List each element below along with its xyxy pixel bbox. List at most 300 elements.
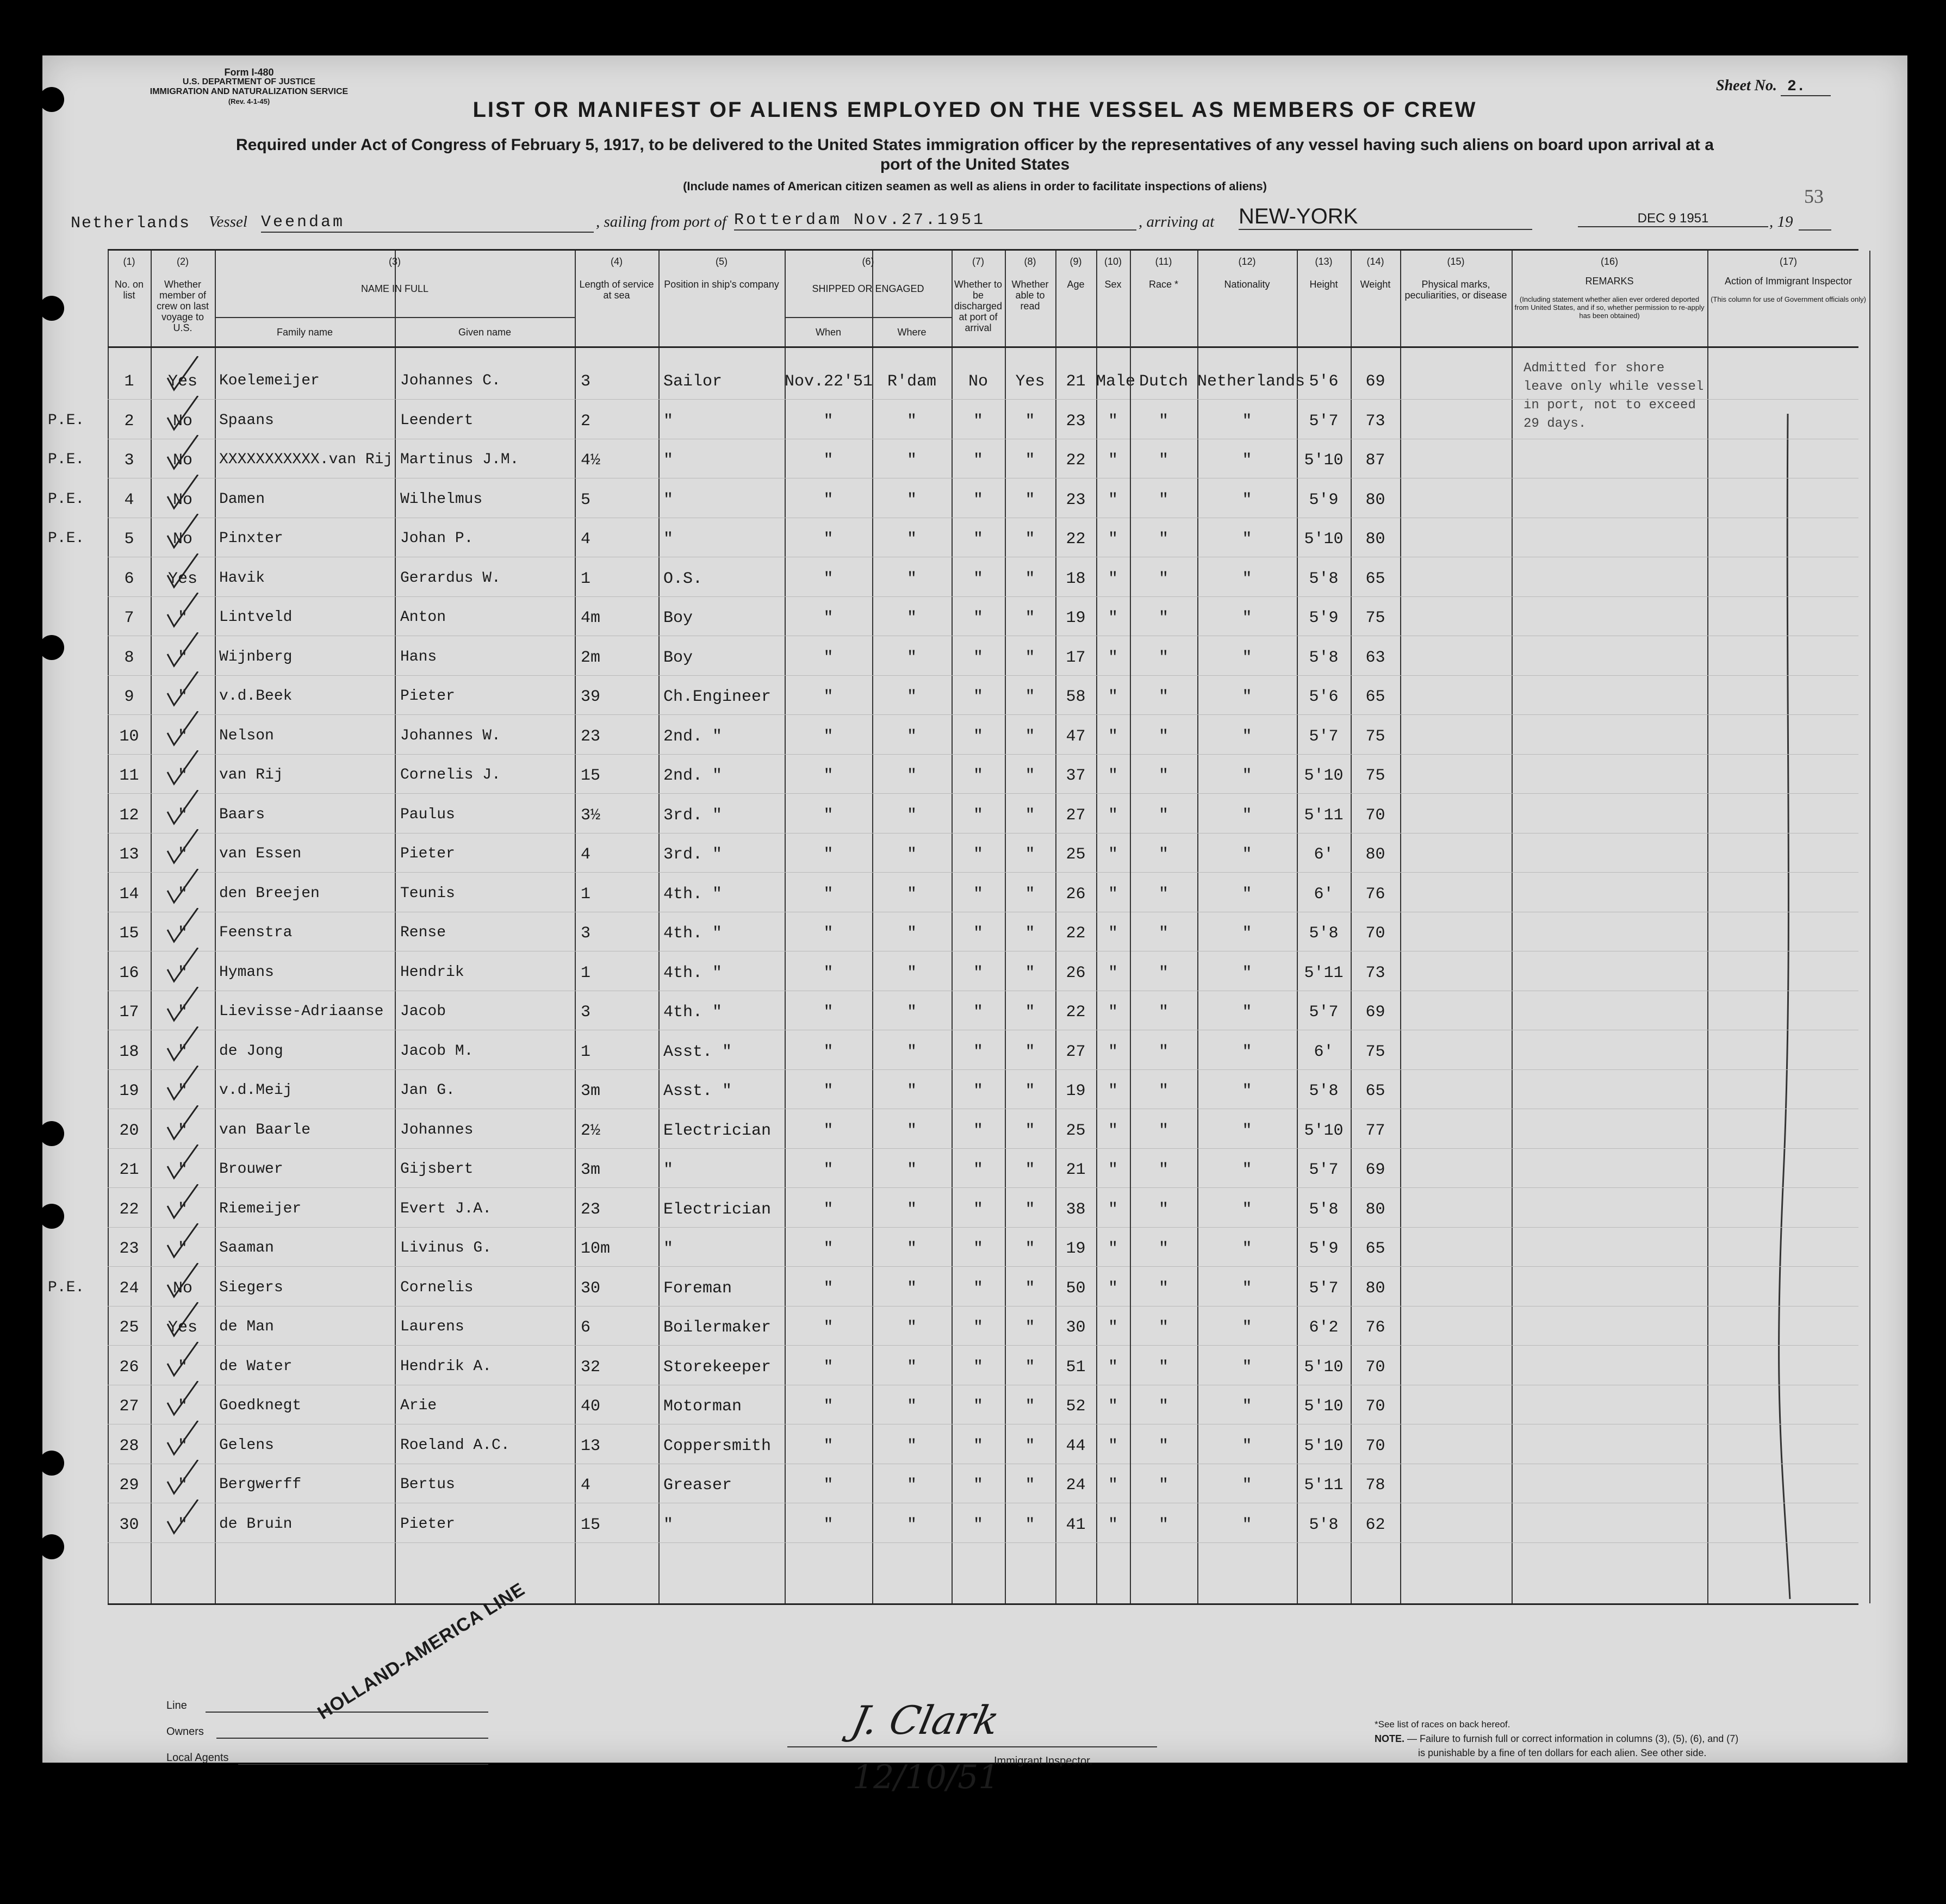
form-number: Form I-480 bbox=[224, 67, 274, 78]
cell-family: Havik bbox=[219, 569, 265, 587]
table-row bbox=[108, 1463, 1858, 1503]
cell-height: 5'10 bbox=[1304, 767, 1344, 785]
pe-mark: P.E. bbox=[48, 451, 85, 468]
cell-race: " bbox=[1158, 845, 1168, 864]
cell-position: Boy bbox=[663, 609, 693, 627]
cell-family: de Jong bbox=[219, 1042, 283, 1060]
column-header-note: (This column for use of Government officials only) bbox=[1711, 295, 1866, 303]
cell-race: " bbox=[1158, 1240, 1168, 1258]
cell-given: Gijsbert bbox=[400, 1161, 474, 1178]
column-subheader: Where bbox=[897, 327, 927, 338]
check-mark bbox=[166, 514, 199, 552]
cell-where: " bbox=[906, 1436, 917, 1455]
cell-last: " bbox=[177, 1082, 188, 1100]
year-label: , 19 bbox=[1769, 213, 1793, 231]
check-mark bbox=[166, 711, 199, 749]
cell-when: " bbox=[823, 727, 834, 746]
column-number: (10) bbox=[1104, 256, 1122, 267]
cell-read: " bbox=[1025, 1121, 1035, 1140]
cell-given: Pieter bbox=[400, 688, 455, 705]
sailing-label: , sailing from port of bbox=[596, 213, 726, 231]
cell-when: " bbox=[823, 1476, 834, 1495]
cell-race: " bbox=[1158, 1279, 1168, 1298]
cell-when: " bbox=[823, 1240, 834, 1258]
check-mark bbox=[166, 1144, 199, 1183]
cell-no: 12 bbox=[119, 806, 139, 825]
cell-age: 38 bbox=[1066, 1200, 1086, 1219]
table-row bbox=[48, 399, 1858, 439]
cell-nat: " bbox=[1242, 727, 1252, 746]
check-mark bbox=[166, 1460, 199, 1498]
cell-age: 24 bbox=[1066, 1476, 1086, 1495]
cell-given: Hans bbox=[400, 648, 437, 665]
cell-where: " bbox=[906, 1476, 917, 1495]
cell-age: 44 bbox=[1066, 1436, 1086, 1455]
cell-where: " bbox=[906, 1082, 917, 1100]
cell-sex: " bbox=[1108, 1515, 1118, 1534]
cell-disch: " bbox=[973, 688, 983, 706]
form-dept: U.S. DEPARTMENT OF JUSTICE bbox=[182, 77, 316, 86]
cell-service: 1 bbox=[581, 1042, 591, 1061]
table-row bbox=[108, 1069, 1858, 1109]
cell-height: 6' bbox=[1314, 885, 1334, 904]
column-number: (2) bbox=[177, 256, 189, 267]
cell-position: Motorman bbox=[663, 1397, 742, 1416]
cell-sex: " bbox=[1108, 451, 1118, 470]
cell-given: Arie bbox=[400, 1397, 437, 1414]
inspector-label: Immigrant Inspector. bbox=[994, 1755, 1093, 1767]
cell-read: " bbox=[1025, 806, 1035, 825]
cell-nat: " bbox=[1242, 451, 1252, 470]
cell-weight: 75 bbox=[1365, 727, 1385, 746]
cell-last: Yes bbox=[167, 1318, 197, 1337]
owners-label: Owners bbox=[166, 1726, 204, 1738]
cell-position: Electrician bbox=[663, 1200, 772, 1219]
cell-disch: " bbox=[973, 609, 983, 627]
cell-nat: " bbox=[1242, 767, 1252, 785]
cell-race: " bbox=[1158, 1358, 1168, 1377]
cell-where: R'dam bbox=[887, 372, 936, 391]
cell-nat: " bbox=[1242, 490, 1252, 509]
cell-where: " bbox=[906, 1397, 917, 1416]
vessel-name: Veendam bbox=[261, 213, 594, 233]
cell-read: " bbox=[1025, 1515, 1035, 1534]
cell-race: " bbox=[1158, 1318, 1168, 1337]
cell-last: No bbox=[172, 1279, 192, 1298]
cell-read: " bbox=[1025, 688, 1035, 706]
cell-disch: " bbox=[973, 1515, 983, 1534]
table-row bbox=[108, 990, 1858, 1030]
cell-where: " bbox=[906, 1240, 917, 1258]
cell-nat: " bbox=[1242, 885, 1252, 904]
cell-sex: " bbox=[1108, 648, 1118, 667]
cell-disch: " bbox=[973, 1279, 983, 1298]
cell-no: 6 bbox=[124, 569, 134, 588]
cell-disch: " bbox=[973, 490, 983, 509]
table-row bbox=[108, 754, 1858, 794]
column-number: (9) bbox=[1070, 256, 1082, 267]
cell-last: " bbox=[177, 1121, 188, 1140]
check-mark bbox=[166, 1184, 199, 1222]
cell-where: " bbox=[906, 1200, 917, 1219]
column-header: Weight bbox=[1360, 279, 1391, 290]
cell-given: Paulus bbox=[400, 806, 455, 823]
flag-nation: Netherlands bbox=[71, 214, 191, 233]
cell-disch: " bbox=[973, 1082, 983, 1100]
cell-where: " bbox=[906, 451, 917, 470]
cell-no: 2 bbox=[124, 412, 134, 431]
fine-note bbox=[1375, 1733, 1738, 1745]
cell-service: 30 bbox=[581, 1279, 601, 1298]
punch-hole bbox=[39, 296, 64, 321]
check-mark bbox=[166, 1263, 199, 1301]
cell-race: " bbox=[1158, 1515, 1168, 1534]
cell-where: " bbox=[906, 1161, 917, 1179]
cell-nat: " bbox=[1242, 688, 1252, 706]
sheet-number bbox=[1716, 77, 1831, 96]
cell-race: " bbox=[1158, 1161, 1168, 1179]
cell-last: Yes bbox=[167, 569, 197, 588]
check-mark bbox=[166, 1105, 199, 1143]
cell-nat: " bbox=[1242, 1003, 1252, 1022]
cell-weight: 70 bbox=[1365, 806, 1385, 825]
cell-service: 5 bbox=[581, 490, 591, 509]
check-mark bbox=[166, 1342, 199, 1380]
cell-read: Yes bbox=[1015, 372, 1045, 391]
cell-no: 9 bbox=[124, 688, 134, 706]
table-row bbox=[108, 1384, 1858, 1424]
cell-when: " bbox=[823, 1042, 834, 1061]
cell-where: " bbox=[906, 1515, 917, 1534]
cell-age: 25 bbox=[1066, 1121, 1086, 1140]
table-row bbox=[108, 911, 1858, 951]
column-header: REMARKS bbox=[1585, 276, 1634, 287]
cell-nat: Netherlands bbox=[1197, 372, 1305, 391]
table-row bbox=[108, 557, 1858, 597]
cell-family: de Bruin bbox=[219, 1515, 293, 1533]
cell-race: " bbox=[1158, 490, 1168, 509]
cell-height: 5'10 bbox=[1304, 1121, 1344, 1140]
cell-family: Saaman bbox=[219, 1240, 274, 1256]
cell-weight: 75 bbox=[1365, 1042, 1385, 1061]
cell-no: 13 bbox=[119, 845, 139, 864]
cell-last: " bbox=[177, 1358, 188, 1377]
cell-age: 22 bbox=[1066, 530, 1086, 549]
cell-position: Coppersmith bbox=[663, 1436, 772, 1455]
column-header: No. on list bbox=[114, 279, 144, 301]
cell-no: 26 bbox=[119, 1358, 139, 1377]
cell-weight: 77 bbox=[1365, 1121, 1385, 1140]
cell-read: " bbox=[1025, 1397, 1035, 1416]
cell-last: " bbox=[177, 609, 188, 627]
cell-last: " bbox=[177, 767, 188, 785]
cell-position: " bbox=[663, 1240, 674, 1258]
column-header: Nationality bbox=[1224, 279, 1270, 290]
cell-disch: " bbox=[973, 1397, 983, 1416]
cell-given: Anton bbox=[400, 609, 446, 626]
cell-nat: " bbox=[1242, 1082, 1252, 1100]
table-row bbox=[108, 359, 1858, 400]
cell-race: " bbox=[1158, 885, 1168, 904]
cell-last: No bbox=[172, 530, 192, 549]
cell-last: " bbox=[177, 688, 188, 706]
column-header: Position in ship's company bbox=[664, 279, 779, 290]
cell-family: v.d.Beek bbox=[219, 688, 293, 705]
cell-sex: " bbox=[1108, 1200, 1118, 1219]
cell-where: " bbox=[906, 767, 917, 785]
cell-race: " bbox=[1158, 688, 1168, 706]
cell-where: " bbox=[906, 727, 917, 746]
column-header: Whether to be discharged at port of arrival bbox=[954, 279, 1003, 333]
cell-position: " bbox=[663, 451, 674, 470]
subtitle-line-1: Required under Act of Congress of February 5, 1917, to be delivered to the United States immigration officer by the representatives of any vessel having such aliens on board upon arrival at a bbox=[236, 136, 1714, 154]
cell-no: 20 bbox=[119, 1121, 139, 1140]
cell-where: " bbox=[906, 806, 917, 825]
cell-no: 1 bbox=[124, 372, 134, 391]
check-mark bbox=[166, 1302, 199, 1340]
cell-position: " bbox=[663, 1515, 674, 1534]
owners-blank bbox=[216, 1738, 488, 1739]
cell-when: " bbox=[823, 648, 834, 667]
cell-last: " bbox=[177, 648, 188, 667]
cell-weight: 65 bbox=[1365, 1240, 1385, 1258]
cell-height: 5'8 bbox=[1309, 1082, 1339, 1100]
cell-read: " bbox=[1025, 1003, 1035, 1022]
cell-age: 25 bbox=[1066, 845, 1086, 864]
cell-position: Boy bbox=[663, 648, 693, 667]
cell-given: Teunis bbox=[400, 885, 455, 902]
cell-given: Leendert bbox=[400, 412, 474, 429]
check-mark bbox=[166, 1381, 199, 1419]
cell-disch: " bbox=[973, 412, 983, 431]
cell-nat: " bbox=[1242, 1476, 1252, 1495]
cell-last: " bbox=[177, 1003, 188, 1022]
cell-race: " bbox=[1158, 1397, 1168, 1416]
cell-race: " bbox=[1158, 648, 1168, 667]
cell-height: 5'11 bbox=[1304, 1476, 1344, 1495]
cell-last: " bbox=[177, 1436, 188, 1455]
cell-when: " bbox=[823, 609, 834, 627]
cell-family: de Water bbox=[219, 1358, 293, 1375]
punch-hole bbox=[39, 635, 64, 660]
cell-sex: " bbox=[1108, 1397, 1118, 1416]
cell-where: " bbox=[906, 1121, 917, 1140]
cell-age: 58 bbox=[1066, 688, 1086, 706]
cell-race: " bbox=[1158, 963, 1168, 982]
cell-no: 16 bbox=[119, 963, 139, 982]
cell-no: 21 bbox=[119, 1161, 139, 1179]
cell-when: " bbox=[823, 530, 834, 549]
cell-nat: " bbox=[1242, 1240, 1252, 1258]
cell-disch: " bbox=[973, 1200, 983, 1219]
cell-family: Brouwer bbox=[219, 1161, 283, 1178]
cell-position: Asst. " bbox=[663, 1082, 732, 1100]
cell-height: 5'8 bbox=[1309, 924, 1339, 943]
cell-nat: " bbox=[1242, 924, 1252, 943]
cell-no: 7 bbox=[124, 609, 134, 627]
cell-given: Pieter bbox=[400, 845, 455, 862]
cell-service: 4 bbox=[581, 845, 591, 864]
cell-no: 29 bbox=[119, 1476, 139, 1495]
column-header: Length of service at sea bbox=[579, 279, 654, 301]
cell-where: " bbox=[906, 1279, 917, 1298]
column-header: Whether able to read bbox=[1011, 279, 1049, 312]
table-row bbox=[108, 793, 1858, 833]
cell-family: van Essen bbox=[219, 845, 302, 862]
check-mark bbox=[166, 475, 199, 513]
cell-read: " bbox=[1025, 767, 1035, 785]
cell-read: " bbox=[1025, 1358, 1035, 1377]
cell-age: 19 bbox=[1066, 1240, 1086, 1258]
check-mark bbox=[166, 750, 199, 788]
cell-sex: " bbox=[1108, 1476, 1118, 1495]
manifest-sheet bbox=[42, 55, 1907, 1796]
cell-when: " bbox=[823, 1397, 834, 1416]
cell-given: Johannes bbox=[400, 1121, 474, 1138]
cell-where: " bbox=[906, 609, 917, 627]
cell-weight: 76 bbox=[1365, 1318, 1385, 1337]
cell-no: 18 bbox=[119, 1042, 139, 1061]
cell-nat: " bbox=[1242, 569, 1252, 588]
cell-when: Nov.22'51 bbox=[785, 372, 873, 391]
cell-nat: " bbox=[1242, 1121, 1252, 1140]
cell-given: Evert J.A. bbox=[400, 1200, 492, 1217]
table-row bbox=[108, 1227, 1858, 1267]
cell-height: 5'10 bbox=[1304, 451, 1344, 470]
cell-age: 19 bbox=[1066, 609, 1086, 627]
cell-sex: " bbox=[1108, 1082, 1118, 1100]
cell-sex: " bbox=[1108, 490, 1118, 509]
cell-service: 3m bbox=[581, 1082, 601, 1100]
cell-race: " bbox=[1158, 767, 1168, 785]
table-row bbox=[108, 1345, 1858, 1385]
page-title: LIST OR MANIFEST OF ALIENS EMPLOYED ON THE VESSEL AS MEMBERS OF CREW bbox=[472, 98, 1477, 122]
column-number: (17) bbox=[1779, 256, 1797, 267]
cell-service: 2½ bbox=[581, 1121, 601, 1140]
table-row bbox=[108, 1148, 1858, 1188]
cell-position: 4th. " bbox=[663, 963, 723, 982]
cell-weight: 69 bbox=[1365, 372, 1385, 391]
cell-read: " bbox=[1025, 727, 1035, 746]
cell-height: 5'8 bbox=[1309, 569, 1339, 588]
cell-where: " bbox=[906, 1318, 917, 1337]
cell-position: Sailor bbox=[663, 372, 723, 391]
cell-last: No bbox=[172, 490, 192, 509]
cell-last: " bbox=[177, 1161, 188, 1179]
check-mark bbox=[166, 553, 199, 592]
cell-nat: " bbox=[1242, 1042, 1252, 1061]
cell-disch: " bbox=[973, 648, 983, 667]
form-service: IMMIGRATION AND NATURALIZATION SERVICE bbox=[150, 87, 349, 96]
column-header: Sex bbox=[1104, 279, 1122, 290]
cell-race: " bbox=[1158, 924, 1168, 943]
table-row bbox=[108, 1503, 1858, 1543]
cell-where: " bbox=[906, 1042, 917, 1061]
cell-height: 5'7 bbox=[1309, 727, 1339, 746]
punch-hole bbox=[39, 1121, 64, 1146]
cell-service: 15 bbox=[581, 767, 601, 785]
cell-when: " bbox=[823, 1515, 834, 1534]
cell-height: 5'11 bbox=[1304, 963, 1344, 982]
cell-disch: " bbox=[973, 1358, 983, 1377]
table-row bbox=[48, 1266, 1858, 1306]
table-row bbox=[108, 951, 1858, 991]
cell-race: " bbox=[1158, 1121, 1168, 1140]
cell-given: Hendrik bbox=[400, 963, 464, 981]
cell-when: " bbox=[823, 885, 834, 904]
cell-no: 23 bbox=[119, 1240, 139, 1258]
cell-weight: 75 bbox=[1365, 609, 1385, 627]
cell-race: " bbox=[1158, 609, 1168, 627]
column-header: Physical marks, peculiarities, or disease bbox=[1404, 279, 1507, 301]
cell-service: 4 bbox=[581, 530, 591, 549]
cell-sex: " bbox=[1108, 806, 1118, 825]
cell-race: " bbox=[1158, 1200, 1168, 1219]
cell-disch: " bbox=[973, 1161, 983, 1179]
cell-race: " bbox=[1158, 569, 1168, 588]
cell-service: 3½ bbox=[581, 806, 601, 825]
cell-where: " bbox=[906, 924, 917, 943]
cell-nat: " bbox=[1242, 609, 1252, 627]
cell-sex: " bbox=[1108, 1436, 1118, 1455]
cell-height: 5'10 bbox=[1304, 1397, 1344, 1416]
cell-disch: " bbox=[973, 767, 983, 785]
cell-when: " bbox=[823, 490, 834, 509]
check-mark bbox=[166, 790, 199, 828]
cell-where: " bbox=[906, 963, 917, 982]
cell-no: 15 bbox=[119, 924, 139, 943]
cell-sex: " bbox=[1108, 1003, 1118, 1022]
check-mark bbox=[166, 869, 199, 907]
cell-given: Jan G. bbox=[400, 1082, 455, 1099]
cell-race: " bbox=[1158, 806, 1168, 825]
column-number: (3) bbox=[389, 256, 401, 267]
cell-no: 11 bbox=[119, 767, 139, 785]
cell-age: 21 bbox=[1066, 1161, 1086, 1179]
cell-given: Johannes W. bbox=[400, 727, 501, 744]
cell-weight: 69 bbox=[1365, 1003, 1385, 1022]
cell-read: " bbox=[1025, 1476, 1035, 1495]
cell-family: Damen bbox=[219, 490, 265, 508]
cell-no: 19 bbox=[119, 1082, 139, 1100]
cell-no: 28 bbox=[119, 1436, 139, 1455]
cell-weight: 70 bbox=[1365, 1358, 1385, 1377]
cell-when: " bbox=[823, 1161, 834, 1179]
check-mark bbox=[166, 1066, 199, 1104]
cell-age: 37 bbox=[1066, 767, 1086, 785]
cell-sex: " bbox=[1108, 1121, 1118, 1140]
cell-last: No bbox=[172, 412, 192, 431]
pe-mark: P.E. bbox=[48, 530, 85, 547]
arrival-date-stamp: DEC 9 1951 bbox=[1578, 211, 1768, 227]
cell-position: Electrician bbox=[663, 1121, 772, 1140]
cell-when: " bbox=[823, 963, 834, 982]
table-row bbox=[48, 438, 1858, 478]
table-row bbox=[108, 872, 1858, 912]
cell-when: " bbox=[823, 1358, 834, 1377]
column-number: (15) bbox=[1447, 256, 1465, 267]
table-row bbox=[108, 636, 1858, 676]
cell-service: 6 bbox=[581, 1318, 591, 1337]
punch-hole bbox=[39, 1534, 64, 1559]
column-header: SHIPPED OR ENGAGED bbox=[812, 283, 924, 294]
cell-service: 4 bbox=[581, 1476, 591, 1495]
cell-family: Gelens bbox=[219, 1436, 274, 1454]
column-header: NAME IN FULL bbox=[360, 283, 429, 294]
cell-no: 4 bbox=[124, 490, 134, 509]
cell-read: " bbox=[1025, 530, 1035, 549]
cell-weight: 80 bbox=[1365, 490, 1385, 509]
